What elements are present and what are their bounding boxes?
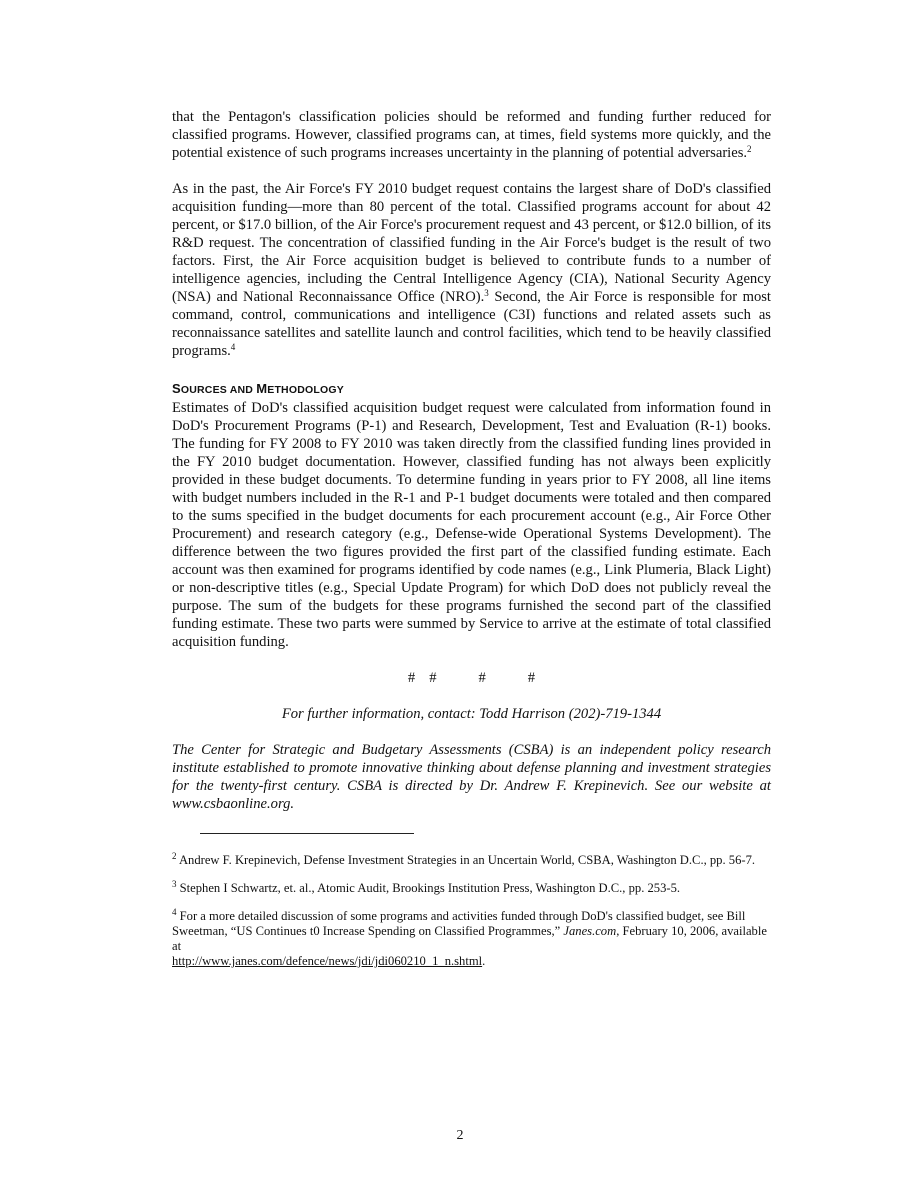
footnote-ref-3: 3 [484,288,489,298]
contact-line: For further information, contact: Todd Harrison (202)-719-1344 [281,706,662,722]
footnote-4: $^4$ For a more detailed discussion of some programs and activities funded through DoD's classified budget, see Bill Sweetman, “US Continues t0 Increase Spending on Classified Programmes,” Janes.com, February 10, 2006, available at http://www.janes.com/defence/news/jdi/jdi060210_1_n.shtml. [172,907,767,968]
footnote-ref-4: 4 [230,342,236,352]
end-marks: # # # # [407,670,536,686]
footnote-separator [200,833,414,834]
footnote-3: $^3$ Stephen I Schwartz, et. al., Atomic Audit, Brookings Institution Press, Washington D.C., pp. 253-5. [172,879,681,895]
paragraph-air-force: As in the past, the Air Force's FY 2010 budget request contains the largest share of DoD's classified acquisition funding—more than 80 percent of the total. Classified programs account for about 42 percent, or $17.0 billion, of the Air Force's procurement request and 43 percent, or $12.0 billion, of its R&D request. The concentration of classified funding in the Air Force's budget is the result of two factors. First, the Air Force acquisition budget is believed to contribute funds to a number of intelligence agencies, including the Central Intelligence Agency (CIA), National Security Agency (NSA) and National Reconnaissance Office (NRO).$^3$ Second, the Air Force is responsible for most command, control, communications and intelligence (C3I) functions and related assets such as reconnaissance satellites and satellite launch and control facilities, which tend to be heavily classified programs.$^4$ [172,181,771,359]
janes-link[interactable]: http://www.janes.com/defence/news/jdi/jdi060210_1_n.shtml [172,954,483,968]
about-csba: The Center for Strategic and Budgetary Assessments (CSBA) is an independent policy research institute established to promote innovative thinking about defense planning and investment strategies for the twenty-first century. CSBA is directed by Dr. Andrew F. Krepinevich. See our website at www.csbaonline.org. [172,742,771,812]
page-number: 2 [456,1128,464,1143]
section-heading: SOURCES AND METHODOLOGY [172,381,344,396]
footnote-ref-2: 2 [747,144,752,154]
page-body [172,108,771,969]
paragraph-classification: that the Pentagon's classification policies should be reformed and funding further reduced for classified programs. However, classified programs can, at times, field systems more quickly, and the potential existence of such programs increases uncertainty in the planning of potential adversaries.$^2$ [172,109,771,161]
footnote-2: $^2$ Andrew F. Krepinevich, Defense Investment Strategies in an Uncertain World, CSBA, Washington D.C., pp. 56-7. [172,851,756,867]
paragraph-methodology: Estimates of DoD's classified acquisition budget request were calculated from information found in DoD's Procurement Programs (P-1) and Research, Development, Test and Evaluation (R-1) books. The funding for FY 2008 to FY 2010 was taken directly from the classified funding lines provided in the FY 2010 budget documentation. However, classified funding has not always been explicitly provided in these budget documents. To determine funding in years prior to FY 2008, all line items with budget numbers included in the R-1 and P-1 budget documents were totaled and then compared to the sums specified in the budget documents for each procurement account (e.g., Air Force Other Procurement) and research category (e.g., Defense-wide Operational Systems Development). The difference between the two figures provided the first part of the classified funding estimate. Each account was then examined for programs identified by code names (e.g., Link Plumeria, Black Light) or non-descriptive titles (e.g., Special Update Program) for which DoD does not publicly reveal the purpose. The sum of the budgets for these programs furnished the second part of the classified funding estimate. These two parts were summed by Service to arrive at the estimate of total classified acquisition funding. [172,400,771,650]
